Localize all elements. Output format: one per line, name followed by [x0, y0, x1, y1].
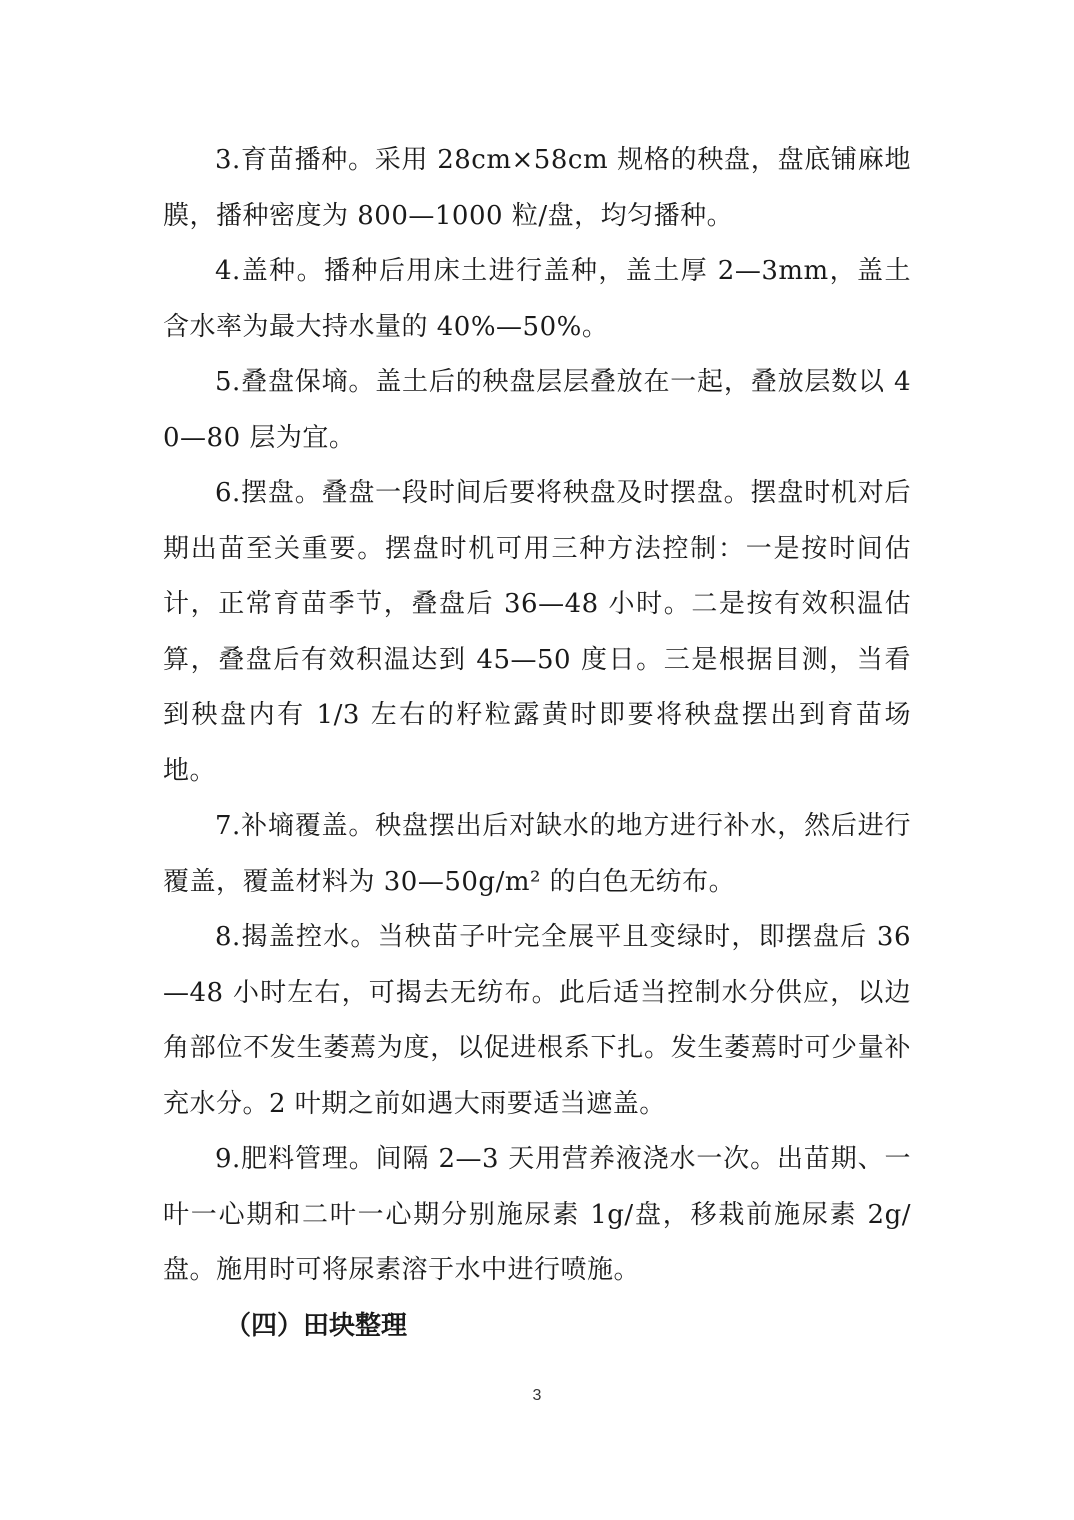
paragraph-stacking-trays: 5.叠盘保墒。盖土后的秧盘层层叠放在一起，叠放层数以 40—80 层为宜。	[163, 367, 911, 453]
paragraph-moisture-cover: 7.补墒覆盖。秧盘摆出后对缺水的地方进行补水，然后进行覆盖，覆盖材料为 30—50g/m² 的白色无纺布。	[163, 811, 911, 897]
page-number: 3	[532, 1387, 542, 1404]
paragraph-uncover-water-control: 8.揭盖控水。当秧苗子叶完全展平且变绿时，即摆盘后 36—48 小时左右，可揭去无纺布。此后适当控制水分供应，以边角部位不发生萎蔫为度，以促进根系下扎。发生萎蔫时可少量补充水分。2 叶期之前如遇大雨要适当遮盖。	[163, 922, 911, 1119]
paragraph-seeding: 3.育苗播种。采用 28cm×58cm 规格的秧盘，盘底铺麻地膜，播种密度为 800—1000 粒/盘，均匀播种。	[163, 145, 911, 231]
document-body	[163, 133, 911, 1354]
section-heading: （四）田块整理	[225, 1310, 408, 1341]
paragraph-covering-seed: 4.盖种。播种后用床土进行盖种，盖土厚 2—3mm，盖土含水率为最大持水量的 40%—50%。	[163, 256, 911, 342]
paragraph-arranging-trays: 6.摆盘。叠盘一段时间后要将秧盘及时摆盘。摆盘时机对后期出苗至关重要。摆盘时机可用三种方法控制：一是按时间估计，正常育苗季节，叠盘后 36—48 小时。二是按有效积温估算，叠盘后有效积温达到 45—50 度日。三是根据目测，当看到秧盘内有 1/3 左右的籽粒露黄时即要将秧盘摆出到育苗场地。	[163, 478, 911, 786]
paragraph-fertilizer-management: 9.肥料管理。间隔 2—3 天用营养液浇水一次。出苗期、一叶一心期和二叶一心期分别施尿素 1g/盘，移栽前施尿素 2g/盘。施用时可将尿素溶于水中进行喷施。	[163, 1144, 911, 1285]
